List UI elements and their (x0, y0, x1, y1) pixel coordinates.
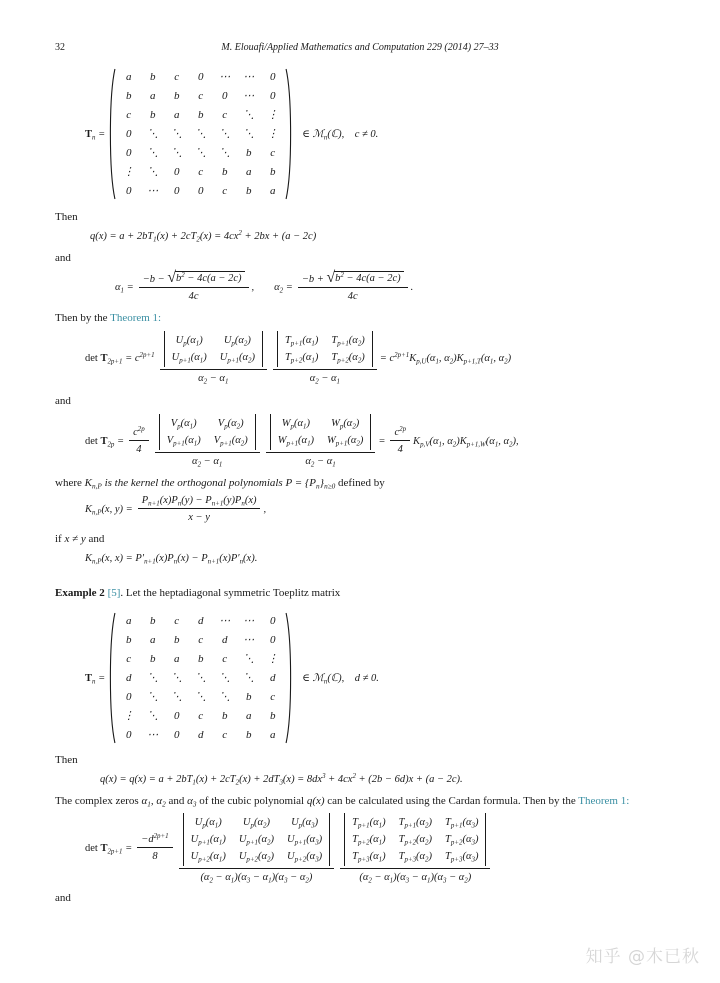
example-label: Example 2 (55, 587, 108, 599)
matrix-cell: $T_{p+1}(\alpha_2)$ (398, 817, 433, 830)
theorem-1-link[interactable]: Theorem 1: (578, 795, 630, 807)
matrix-cell: ⋮ (267, 653, 279, 665)
matrix-cell: $W_{p+1}(\alpha_1)$ (277, 435, 315, 448)
matrix-cell: 0 (269, 90, 276, 102)
matrix-cell: ⋱ (171, 672, 183, 684)
matrix-cell: 0 (269, 634, 276, 646)
equation-det-T2p1-cubic: $\det T_{2p+1}$ = $\frac{-d^{2p+1}}{8}$ $U_p(\alpha_1)$ $U_p(\alpha_2)$ $U_p(\alpha_3)$ $U_{p+1}(\alpha_1)$ $U_{p+1}(\alpha_2)$ $U_{p+1}(\alpha_3)$ $U_{p+2}(\alpha_1)$ $U_{p+2}(\alpha_2)$ $U_{p+2}(\alpha_3)$ $(\alpha_2 - \alpha_1)(\alpha_3 - \alpha_1)(\alpha_3 - \alpha_2)$ $T_{p+1}(\alpha_1)$ $T_{p+1}(\alpha_2)$ $T_{p+1}(\alpha_3)$ $T_{p+2}(\alpha_1)$ $T_{p+2}(\alpha_2)$ $T_{p+2}(\alpha_3)$ $T_{p+3}(\alpha_1)$ $T_{p+3}(\alpha_2)$ $T_{p+3}(\alpha_3)$ $(\alpha_2 - \alpha_1)(\alpha_3 - \alpha_1)(\alpha_3 - \alpha_2)$ (85, 813, 665, 884)
text-and-2: and (55, 395, 71, 407)
det-fraction-V: $V_p(\alpha_1)$ $V_p(\alpha_2)$ $V_{p+1}(\alpha_1)$ $V_{p+1}(\alpha_2)$ $\alpha_2 - \alpha_1$ (155, 414, 260, 468)
determinant-T (277, 331, 373, 367)
matrix-cell: b (269, 166, 276, 178)
determinant-V (159, 414, 256, 450)
zhihu-watermark: 知乎 @木已秋 (585, 947, 700, 967)
matrix-membership: ∈ ℳ$_n$(ℂ), d ≠ 0. (302, 673, 379, 686)
matrix-cell: b (149, 615, 156, 627)
text-where-kernel: where $K_{n,P}$ is the kernel the orthogonal polynomials $P = \{P_n\}_{n\ge 0}$ defined by (55, 477, 385, 491)
left-paren-icon (107, 67, 116, 201)
matrix-cell: $T_{p+2}(\alpha_2)$ (331, 352, 365, 365)
matrix-cell: 0 (125, 147, 132, 159)
matrix-cell: 0 (125, 128, 132, 140)
matrix-lhs: $T_n$ = (85, 128, 106, 141)
matrix-cell: $T_{p+1}(\alpha_1)$ (352, 817, 386, 830)
coefficient-fraction-2: $\frac{c^{2p}}{4}$ (390, 427, 410, 456)
text-and-3: and (55, 892, 71, 904)
matrix-cell: b (125, 90, 132, 102)
text-and-1: and (55, 252, 71, 264)
matrix-cell: ⋱ (243, 653, 255, 665)
matrix-cell: a (149, 634, 156, 646)
equation-kernel-xx: $K_{n,P}(x$, $x) = P'_{n+1}(x)P_n(x) - P_{n+1}(x)P'_n(x)$. (85, 553, 258, 566)
radical-sign: √ (167, 269, 177, 286)
matrix-with-parens (107, 67, 294, 201)
alpha2-fraction: −b + √ $b^2 - 4c(a - 2c)$ 4c (298, 271, 408, 303)
matrix-cell: ⋮ (267, 109, 279, 121)
matrix-cell: c (198, 166, 204, 178)
text-then-by-theorem: Then by the Theorem 1: (55, 312, 162, 324)
matrix-cell: $T_{p+3}(\alpha_2)$ (398, 851, 433, 864)
matrix-membership: ∈ ℳ$_n$(ℂ), c ≠ 0. (302, 129, 379, 142)
matrix-cell: b (245, 691, 252, 703)
matrix-lhs: $T_n$ = (85, 672, 106, 685)
matrix-cell: b (269, 710, 276, 722)
matrix-cell: ⋯ (147, 185, 159, 197)
radical-sign: √ (326, 269, 336, 286)
matrix-cell: ⋯ (243, 90, 255, 102)
matrix-cell: b (245, 729, 252, 741)
matrix-cell: 0 (125, 185, 132, 197)
matrix-cell: $V_p(\alpha_2)$ (217, 418, 244, 431)
matrix-with-parens (107, 611, 294, 745)
matrix-cell: ⋱ (195, 128, 207, 140)
matrix-cell: b (173, 634, 180, 646)
matrix-cell: c (222, 109, 228, 121)
matrix-cell: $U_p(\alpha_1)$ (194, 817, 222, 830)
matrix-cell: ⋯ (243, 71, 255, 83)
matrix-cell: ⋱ (147, 147, 159, 159)
matrix-cell: b (221, 166, 228, 178)
matrix-cell: ⋱ (147, 128, 159, 140)
equation-det-T2p: $\det T_{2p}$ = $\frac{c^{2p}}{4}$ $V_p(\alpha_1)$ $V_p(\alpha_2)$ $V_{p+1}(\alpha_1)$ $V_{p+1}(\alpha_2)$ $\alpha_2 - \alpha_1$ $W_p(\alpha_1)$ $W_p(\alpha_2)$ $W_{p+1}(\alpha_1)$ $W_{p+1}(\alpha_2)$ $\alpha_2 - \alpha_1$ = $\frac{c^{2p}}{4}$ $K_{p,V}(\alpha_1$, $\alpha_2)K_{p+1,W}(\alpha_1$, $\alpha_2$), (85, 414, 665, 468)
matrix-cell: d (197, 729, 204, 741)
coefficient-fraction: $\frac{-d^{2p+1}}{8}$ (137, 834, 172, 863)
matrix-cell: 0 (173, 710, 180, 722)
matrix-cell: a (269, 729, 276, 741)
matrix-cell: ⋱ (147, 691, 159, 703)
right-paren-icon (285, 611, 294, 745)
det-fraction-U3: $U_p(\alpha_1)$ $U_p(\alpha_2)$ $U_p(\alpha_3)$ $U_{p+1}(\alpha_1)$ $U_{p+1}(\alpha_2)$ $U_{p+1}(\alpha_3)$ $U_{p+2}(\alpha_1)$ $U_{p+2}(\alpha_2)$ $U_{p+2}(\alpha_3)$ $(\alpha_2 - \alpha_1)(\alpha_3 - \alpha_1)(\alpha_3 - \alpha_2)$ (179, 813, 335, 884)
matrix-cell: a (125, 71, 132, 83)
matrix-cell: $W_p(\alpha_2)$ (331, 418, 360, 431)
matrix-cell: a (269, 185, 276, 197)
matrix-cell: 0 (125, 691, 132, 703)
example-2-heading: Example 2 [5]. Let the heptadiagonal symmetric Toeplitz matrix (55, 587, 341, 599)
matrix-cell: 0 (125, 729, 132, 741)
matrix-cell: $V_{p+1}(\alpha_1)$ (166, 435, 201, 448)
matrix-cell: $T_{p+2}(\alpha_1)$ (352, 834, 386, 847)
matrix-cell: ⋱ (219, 672, 231, 684)
text-if-x-neq-y: if x ≠ y and (55, 533, 105, 545)
matrix-cell: b (125, 634, 132, 646)
matrix-cell: ⋱ (147, 166, 159, 178)
matrix-cell: ⋱ (219, 147, 231, 159)
toeplitz-matrix-hepta (116, 611, 285, 745)
matrix-cell: $U_{p+2}(\alpha_1)$ (190, 851, 226, 864)
matrix-cell: $U_p(\alpha_2)$ (223, 335, 251, 348)
matrix-cell: d (197, 615, 204, 627)
matrix-cell: ⋱ (243, 109, 255, 121)
matrix-cell: 0 (197, 71, 204, 83)
alpha2-lhs: $\alpha_2$ = (274, 281, 293, 294)
matrix-cell: a (173, 653, 180, 665)
matrix-cell: $U_p(\alpha_3)$ (291, 817, 319, 830)
equation-matrix-heptadiagonal (85, 611, 665, 745)
theorem-1-link[interactable]: Theorem 1: (110, 312, 162, 324)
matrix-cell: 0 (221, 90, 228, 102)
matrix-cell: $W_p(\alpha_1)$ (281, 418, 310, 431)
matrix-cell: 0 (269, 615, 276, 627)
determinant-U (164, 331, 263, 367)
matrix-cell: $U_{p+1}(\alpha_2)$ (219, 352, 255, 365)
radical: √ $b^2 - 4c(a - 2c)$ (327, 271, 404, 284)
matrix-cell: ⋯ (243, 634, 255, 646)
citation-5-link[interactable]: [5] (107, 587, 121, 599)
det-fraction-U: $U_p(\alpha_1)$ $U_p(\alpha_2)$ $U_{p+1}(\alpha_1)$ $U_{p+1}(\alpha_2)$ $\alpha_2 - \alpha_1$ (160, 331, 267, 385)
matrix-cell: b (149, 71, 156, 83)
matrix-cell: $T_{p+1}(\alpha_3)$ (445, 817, 479, 830)
right-paren-icon (285, 67, 294, 201)
determinant-U-3x3 (183, 813, 331, 866)
det-fraction-T3: $T_{p+1}(\alpha_1)$ $T_{p+1}(\alpha_2)$ $T_{p+1}(\alpha_3)$ $T_{p+2}(\alpha_1)$ $T_{p+2}(\alpha_2)$ $T_{p+2}(\alpha_3)$ $T_{p+3}(\alpha_1)$ $T_{p+3}(\alpha_2)$ $T_{p+3}(\alpha_3)$ $(\alpha_2 - \alpha_1)(\alpha_3 - \alpha_1)(\alpha_3 - \alpha_2)$ (340, 813, 490, 884)
page-number: 32 (55, 42, 65, 53)
text-then-1: Then (55, 211, 78, 223)
matrix-cell: ⋱ (171, 691, 183, 703)
matrix-cell: c (198, 710, 204, 722)
matrix-cell: a (173, 109, 180, 121)
matrix-cell: b (245, 185, 252, 197)
matrix-cell: a (149, 90, 156, 102)
radical: √ $b^2 - 4c(a - 2c)$ (167, 271, 244, 284)
matrix-cell: b (197, 653, 204, 665)
determinant-W (270, 414, 372, 450)
coefficient-fraction: $\frac{c^{2p}}{4}$ (129, 427, 149, 456)
matrix-cell: $U_{p+2}(\alpha_2)$ (238, 851, 274, 864)
toeplitz-matrix-penta (116, 67, 285, 201)
matrix-cell: ⋱ (147, 672, 159, 684)
matrix-cell: $V_{p+1}(\alpha_2)$ (213, 435, 248, 448)
matrix-cell: ⋱ (147, 710, 159, 722)
matrix-cell: b (221, 710, 228, 722)
matrix-cell: $U_p(\alpha_2)$ (242, 817, 270, 830)
matrix-cell: a (245, 710, 252, 722)
matrix-cell: d (221, 634, 228, 646)
equation-matrix-pentadiagonal (85, 67, 665, 201)
matrix-cell: $T_{p+3}(\alpha_1)$ (352, 851, 386, 864)
matrix-cell: $U_{p+1}(\alpha_2)$ (238, 834, 274, 847)
equation-det-T2p1: $\det T_{2p+1} = c^{2p+1}$ $U_p(\alpha_1)$ $U_p(\alpha_2)$ $U_{p+1}(\alpha_1)$ $U_{p+1}(\alpha_2)$ $\alpha_2 - \alpha_1$ $T_{p+1}(\alpha_1)$ $T_{p+1}(\alpha_2)$ $T_{p+2}(\alpha_1)$ $T_{p+2}(\alpha_2)$ $\alpha_2 - \alpha_1$ = $c^{2p+1}K_{p,U}(\alpha_1$, $\alpha_2)K_{p+1,T}(\alpha_1$, $\alpha_2$) (85, 331, 665, 385)
matrix-cell: c (198, 90, 204, 102)
matrix-cell: c (126, 653, 132, 665)
matrix-cell: $T_{p+2}(\alpha_2)$ (398, 834, 433, 847)
equation-q-cubic: $q(x) = q(x) = a + 2bT_1(x) + 2cT_2(x) + 2dT_3(x) = 8dx^3 + 4cx^2 + (2b - 6d)x + (a - 2c)$. (100, 773, 463, 787)
matrix-cell: ⋮ (123, 710, 135, 722)
det-fraction-T: $T_{p+1}(\alpha_1)$ $T_{p+1}(\alpha_2)$ $T_{p+2}(\alpha_1)$ $T_{p+2}(\alpha_2)$ $\alpha_2 - \alpha_1$ (273, 331, 377, 385)
matrix-cell: ⋯ (219, 615, 231, 627)
matrix-cell: 0 (269, 71, 276, 83)
matrix-cell: c (174, 615, 180, 627)
matrix-cell: ⋱ (195, 691, 207, 703)
page-header (55, 42, 665, 55)
journal-header: M. Elouafi/Applied Mathematics and Computation 229 (2014) 27–33 (221, 42, 499, 53)
matrix-cell: $T_{p+2}(\alpha_3)$ (445, 834, 479, 847)
matrix-cell: ⋱ (195, 147, 207, 159)
equation-q-quadratic: $q(x) = a + 2bT_1(x) + 2cT_2(x) = 4cx^2 + 2bx + (a - 2c)$ (90, 230, 317, 244)
matrix-cell: ⋯ (219, 71, 231, 83)
matrix-cell: $T_{p+1}(\alpha_2)$ (331, 335, 365, 348)
matrix-cell: b (149, 109, 156, 121)
left-paren-icon (107, 611, 116, 745)
paragraph-cardan: The complex zeros $\alpha_1$, $\alpha_2$ and $\alpha_3$ of the cubic polynomial q(x) can be calculated using the Cardan formula. Then by the Theorem 1: (55, 795, 630, 809)
matrix-cell: c (222, 653, 228, 665)
matrix-cell: c (174, 71, 180, 83)
matrix-cell: d (269, 672, 276, 684)
matrix-cell: c (222, 729, 228, 741)
matrix-cell: ⋱ (219, 128, 231, 140)
matrix-cell: ⋯ (147, 729, 159, 741)
equation-alpha-roots: $\alpha_1$ = −b − √ $b^2 - 4c(a - 2c)$ 4c , $\alpha_2$ = −b + √ $b^2 - 4c(a - 2c)$ 4c . (115, 269, 414, 302)
matrix-cell: c (222, 185, 228, 197)
matrix-cell: b (197, 109, 204, 121)
matrix-cell: $V_p(\alpha_1)$ (170, 418, 197, 431)
det-fraction-W: $W_p(\alpha_1)$ $W_p(\alpha_2)$ $W_{p+1}(\alpha_1)$ $W_{p+1}(\alpha_2)$ $\alpha_2 - \alpha_1$ (266, 414, 376, 468)
matrix-cell: $T_{p+2}(\alpha_1)$ (284, 352, 319, 365)
matrix-cell: c (270, 147, 276, 159)
matrix-cell: 0 (173, 185, 180, 197)
matrix-cell: $U_{p+1}(\alpha_1)$ (190, 834, 226, 847)
matrix-cell: c (126, 109, 132, 121)
matrix-cell: $T_{p+1}(\alpha_1)$ (284, 335, 319, 348)
determinant-T-3x3 (344, 813, 486, 866)
matrix-cell: ⋮ (267, 128, 279, 140)
matrix-cell: ⋱ (243, 128, 255, 140)
matrix-cell: 0 (173, 166, 180, 178)
matrix-cell: $U_{p+2}(\alpha_3)$ (287, 851, 323, 864)
matrix-cell: b (245, 147, 252, 159)
matrix-cell: d (125, 672, 132, 684)
matrix-cell: ⋱ (171, 147, 183, 159)
matrix-cell: c (270, 691, 276, 703)
matrix-cell: $U_p(\alpha_1)$ (175, 335, 203, 348)
matrix-cell: ⋯ (243, 615, 255, 627)
equation-kernel-xy: $K_{n,P}(x$, y) = $\frac{P_{n+1}(x)P_n(y) - P_{n+1}(y)P_n(x)}{x - y}$ , (85, 495, 267, 523)
matrix-cell: ⋮ (123, 166, 135, 178)
text-then-2: Then (55, 754, 78, 766)
matrix-cell: a (125, 615, 132, 627)
matrix-cell: a (245, 166, 252, 178)
alpha1-lhs: $\alpha_1$ = (115, 281, 134, 294)
matrix-cell: $T_{p+3}(\alpha_3)$ (445, 851, 479, 864)
matrix-cell: 0 (173, 729, 180, 741)
matrix-cell: $W_{p+1}(\alpha_2)$ (327, 435, 364, 448)
alpha1-fraction: −b − √ $b^2 - 4c(a - 2c)$ 4c (139, 271, 249, 303)
matrix-cell: c (198, 634, 204, 646)
matrix-cell: 0 (197, 185, 204, 197)
matrix-cell: ⋱ (219, 691, 231, 703)
matrix-cell: $U_{p+1}(\alpha_1)$ (171, 352, 207, 365)
kernel-fraction: $\frac{P_{n+1}(x)P_n(y) - P_{n+1}(y)P_n(x)}{x - y}$ (138, 495, 261, 524)
matrix-cell: ⋱ (195, 672, 207, 684)
matrix-cell: ⋱ (171, 128, 183, 140)
matrix-cell: ⋱ (243, 672, 255, 684)
matrix-cell: $U_{p+1}(\alpha_3)$ (287, 834, 323, 847)
matrix-cell: b (149, 653, 156, 665)
matrix-cell: b (173, 90, 180, 102)
